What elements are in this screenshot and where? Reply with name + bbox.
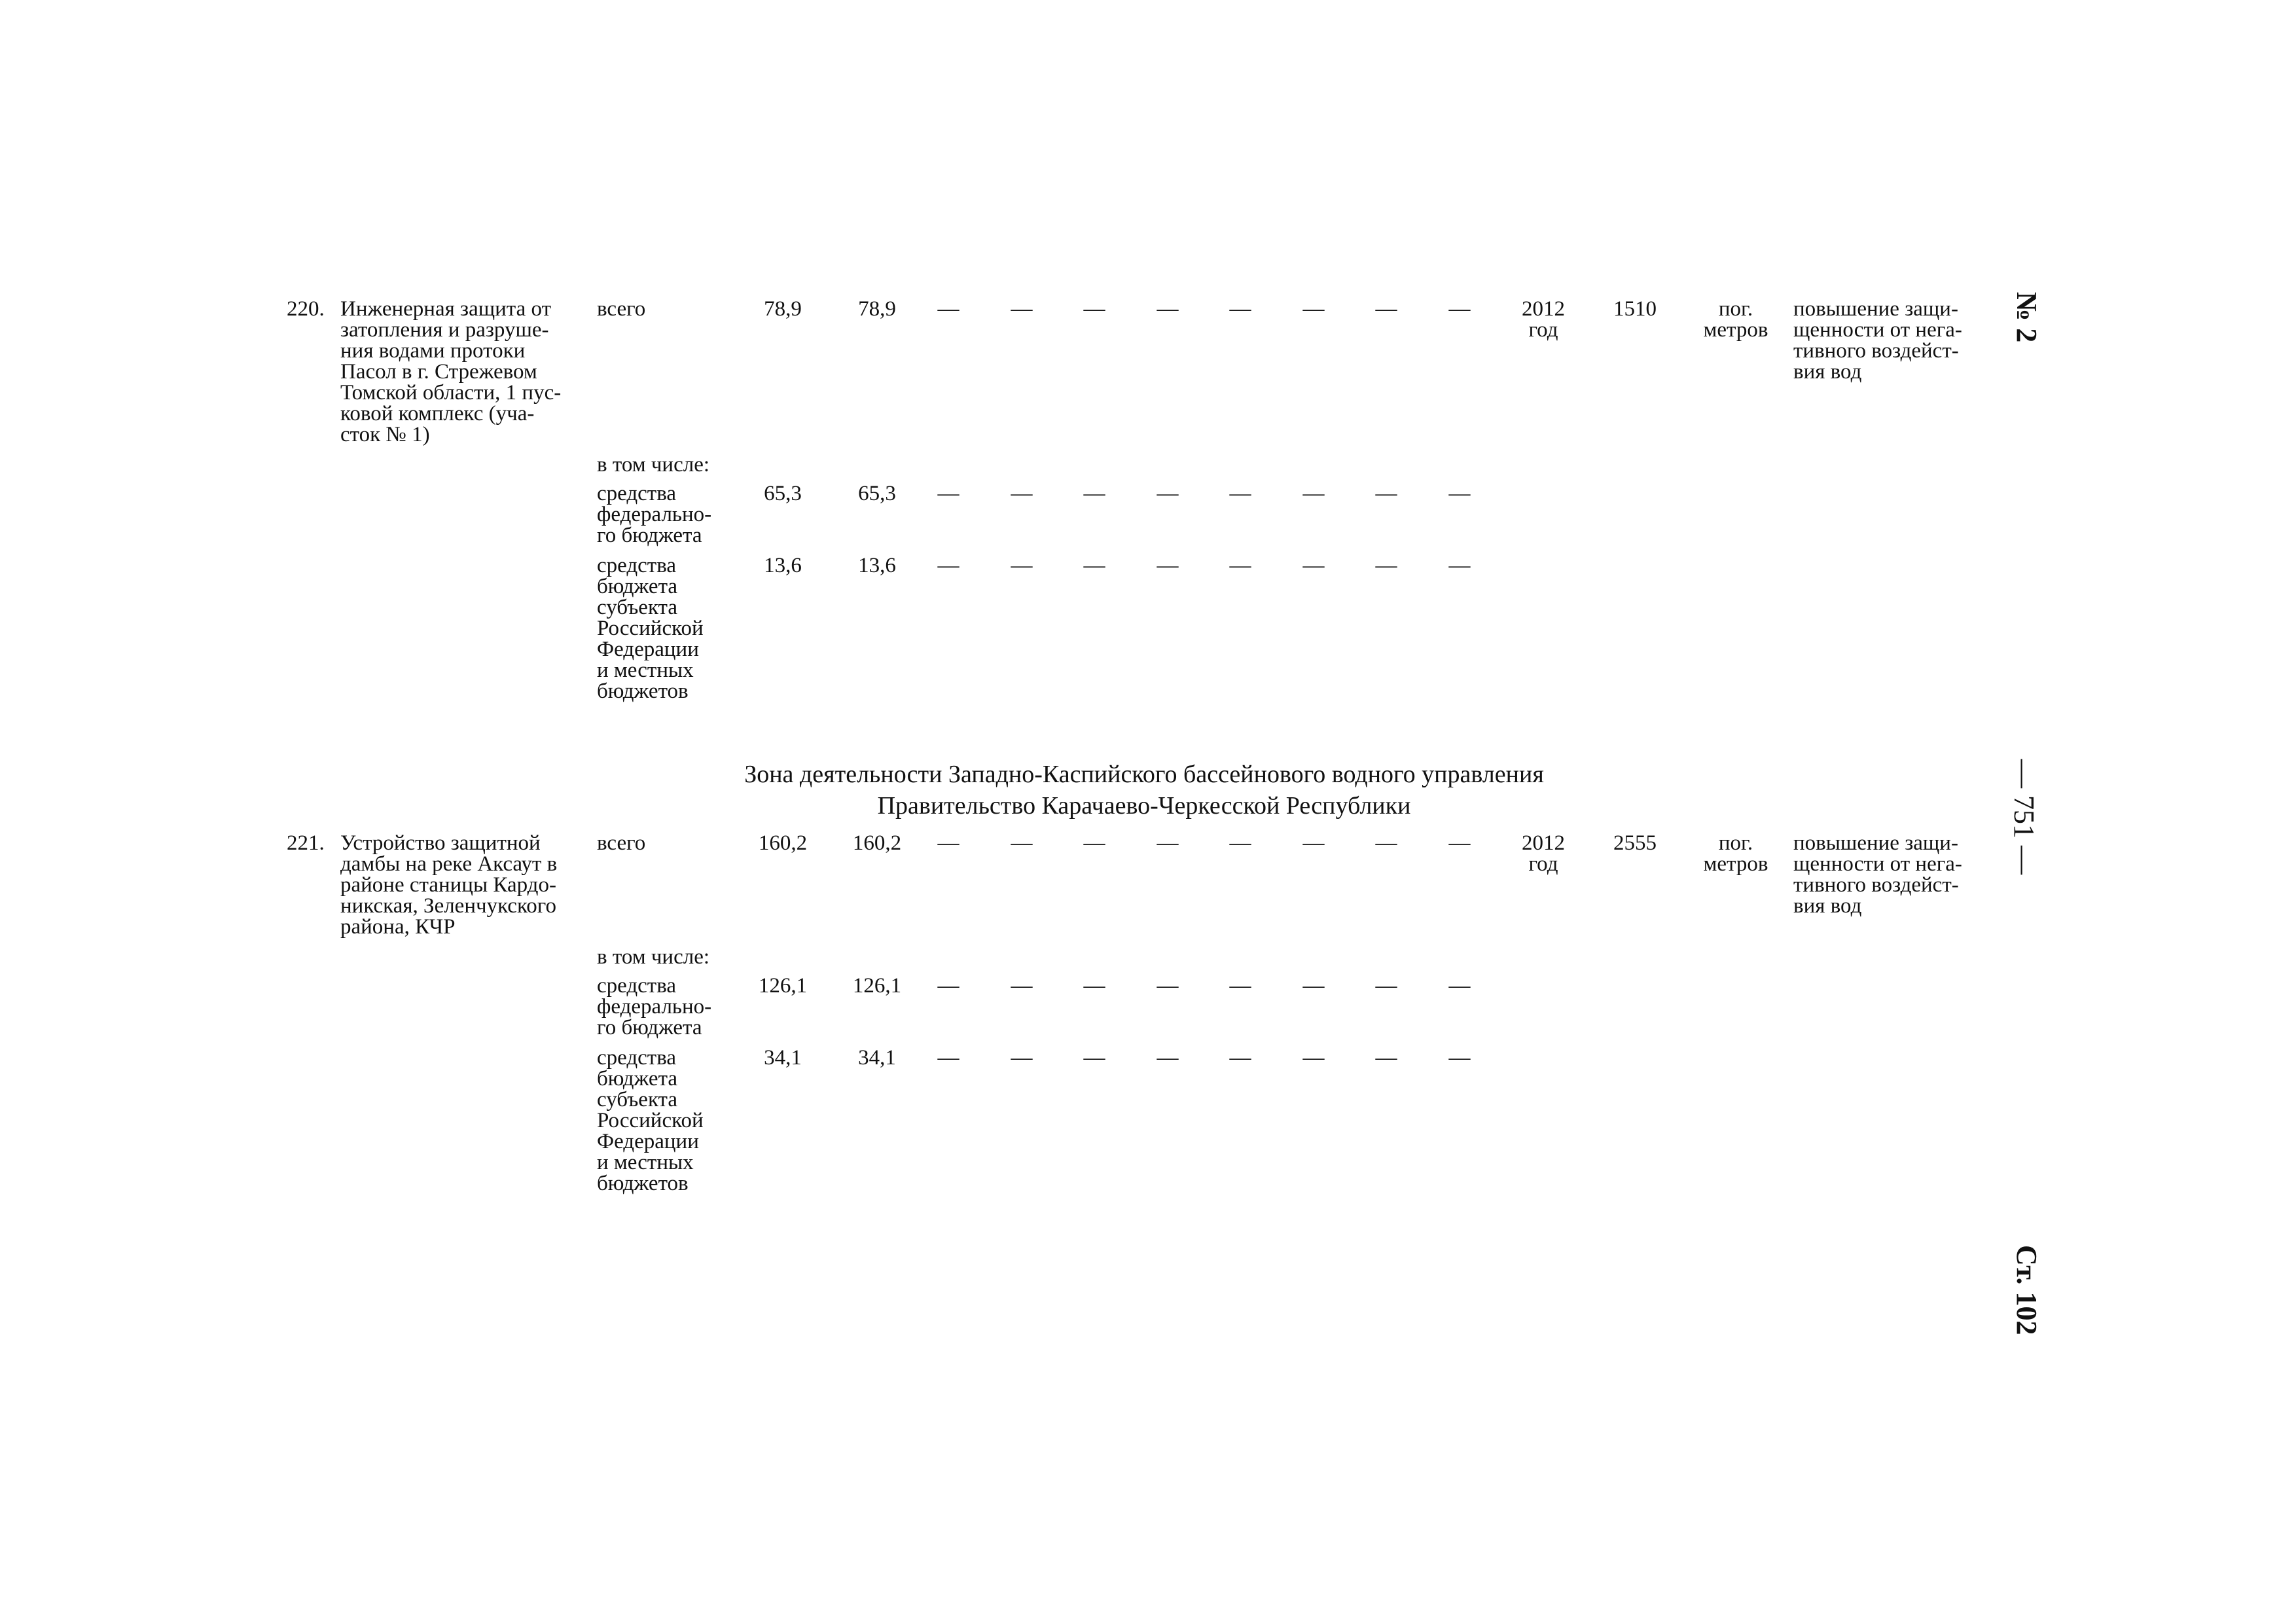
dash: — <box>1011 1046 1033 1070</box>
dash: — <box>1375 482 1397 505</box>
dash: — <box>1448 1046 1471 1070</box>
dash: — <box>1011 831 1033 855</box>
total-value-1: 160,2 <box>758 831 808 855</box>
completion-year: 2012 год <box>1522 297 1565 342</box>
dash: — <box>1229 482 1251 505</box>
dash: — <box>1302 554 1325 577</box>
dash: — <box>1083 297 1105 321</box>
dash: — <box>1375 1046 1397 1070</box>
dash: — <box>937 554 960 577</box>
dash: — <box>1083 554 1105 577</box>
total-label: всего <box>597 831 646 855</box>
expected-effect: повышение защи- щенности от нега- тивного воздейст- вия вод <box>1793 831 1962 918</box>
dash: — <box>1011 554 1033 577</box>
dash: — <box>1011 297 1033 321</box>
dash: — <box>937 1046 960 1070</box>
dash: — <box>1083 482 1105 505</box>
federal-value-1: 65,3 <box>764 482 802 505</box>
dash: — <box>1083 974 1105 998</box>
dash: — <box>1157 974 1179 998</box>
regional-value-1: 13,6 <box>764 554 802 577</box>
regional-budget-label: средства бюджета субъекта Российской Федерации и местных бюджетов <box>597 1046 704 1195</box>
dash: — <box>1083 831 1105 855</box>
dash: — <box>1011 974 1033 998</box>
dash: — <box>1448 974 1471 998</box>
article-label: Ст. 102 <box>2011 1245 2043 1335</box>
dash: — <box>1375 974 1397 998</box>
dash: — <box>1229 974 1251 998</box>
federal-budget-label: средства федерально- го бюджета <box>597 482 712 547</box>
dash: — <box>1375 297 1397 321</box>
federal-value-2: 65,3 <box>858 482 896 505</box>
page-number: — 751 — <box>2008 759 2040 875</box>
zone-subheading: Правительство Карачаево-Черкесской Республики <box>877 792 1411 820</box>
row-number: 221. <box>287 831 325 855</box>
regional-value-2: 13,6 <box>858 554 896 577</box>
dash: — <box>1157 482 1179 505</box>
dash: — <box>1229 1046 1251 1070</box>
total-label: всего <box>597 297 646 321</box>
regional-value-2: 34,1 <box>858 1046 896 1070</box>
dash: — <box>1375 554 1397 577</box>
zone-heading: Зона деятельности Западно-Каспийского бассейнового водного управления <box>744 761 1544 788</box>
expected-effect: повышение защи- щенности от нега- тивного воздейст- вия вод <box>1793 297 1962 384</box>
dash: — <box>1011 482 1033 505</box>
federal-value-1: 126,1 <box>758 974 808 998</box>
dash: — <box>1229 831 1251 855</box>
total-value-1: 78,9 <box>764 297 802 321</box>
capacity-unit: пог. метров <box>1703 831 1768 876</box>
dash: — <box>1302 831 1325 855</box>
dash: — <box>937 831 960 855</box>
capacity-value: 1510 <box>1613 297 1657 321</box>
dash: — <box>1448 554 1471 577</box>
dash: — <box>1229 554 1251 577</box>
dash: — <box>937 974 960 998</box>
dash: — <box>1157 1046 1179 1070</box>
dash: — <box>1302 297 1325 321</box>
capacity-unit: пог. метров <box>1703 297 1768 342</box>
federal-budget-label: средства федерально- го бюджета <box>597 974 712 1039</box>
dash: — <box>1448 297 1471 321</box>
dash: — <box>1448 831 1471 855</box>
total-value-2: 78,9 <box>858 297 896 321</box>
dash: — <box>937 297 960 321</box>
dash: — <box>1157 297 1179 321</box>
federal-value-2: 126,1 <box>852 974 902 998</box>
dash: — <box>1157 554 1179 577</box>
project-title: Устройство защитной дамбы на реке Аксаут в районе станицы Кардо- никская, Зеленчукского района, КЧР <box>340 831 558 939</box>
total-value-2: 160,2 <box>852 831 902 855</box>
dash: — <box>1302 974 1325 998</box>
issue-label: № 2 <box>2011 292 2043 343</box>
including-label: в том числе: <box>597 453 710 477</box>
capacity-value: 2555 <box>1613 831 1657 855</box>
dash: — <box>1302 1046 1325 1070</box>
dash: — <box>1375 831 1397 855</box>
dash: — <box>1302 482 1325 505</box>
dash: — <box>1229 297 1251 321</box>
dash: — <box>937 482 960 505</box>
regional-value-1: 34,1 <box>764 1046 802 1070</box>
row-number: 220. <box>287 297 325 321</box>
dash: — <box>1083 1046 1105 1070</box>
dash: — <box>1157 831 1179 855</box>
completion-year: 2012 год <box>1522 831 1565 876</box>
regional-budget-label: средства бюджета субъекта Российской Федерации и местных бюджетов <box>597 554 704 703</box>
dash: — <box>1448 482 1471 505</box>
project-title: Инженерная защита от затопления и разруше- ния водами протоки Пасол в г. Стрежевом Томской области, 1 пус- ковой комплекс (уча- сток № 1) <box>340 297 562 446</box>
including-label: в том числе: <box>597 945 710 969</box>
